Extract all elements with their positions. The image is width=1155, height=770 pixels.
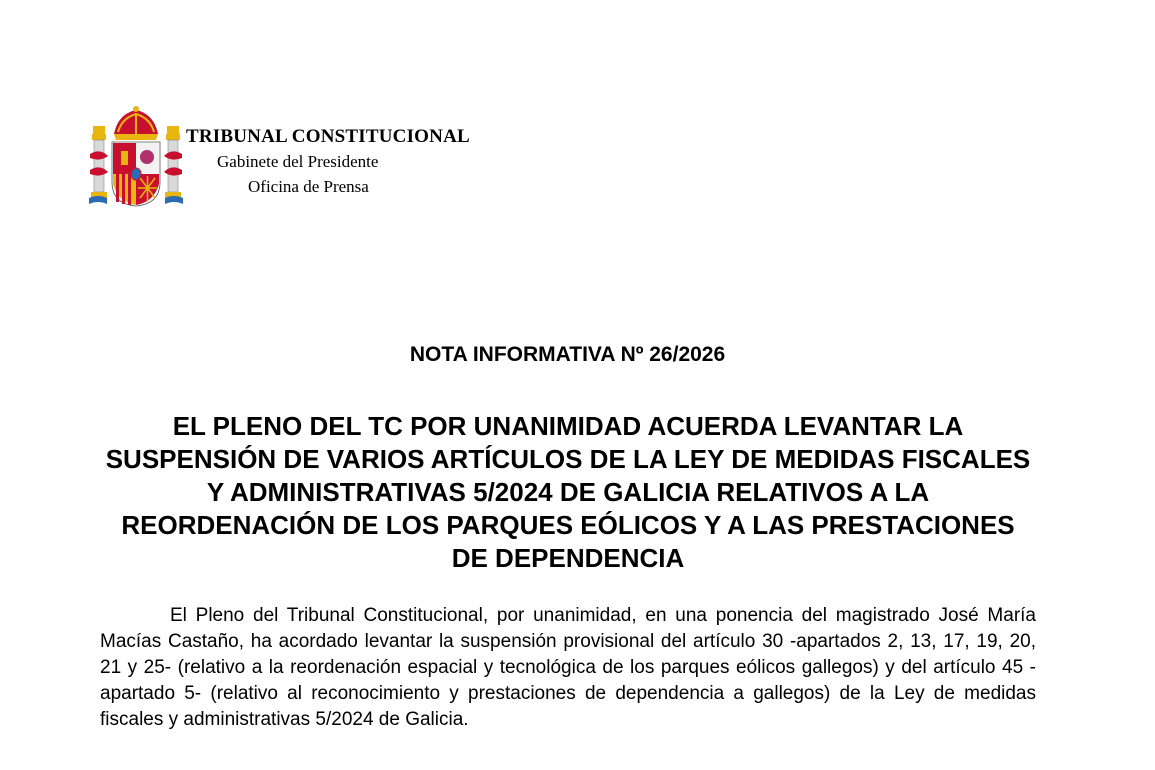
letterhead — [88, 104, 508, 208]
right-pillar — [164, 126, 183, 204]
left-pillar — [89, 126, 108, 204]
shield-icon — [112, 142, 160, 206]
cabinet-name: Gabinete del Presidente — [217, 152, 379, 171]
headline: EL PLENO DEL TC POR UNANIMIDAD ACUERDA LEVANTAR LA SUSPENSIÓN DE VARIOS ARTÍCULOS DE LA LEY DE MEDIDAS FISCALES Y ADMINISTRATIVAS 5/2024 DE GALICIA RELATIVOS A LA REORDENACIÓN DE LOS PARQUES EÓLICOS Y A LAS PRESTACIONES DE DEPENDENCIA — [105, 411, 1031, 573]
crown-icon — [114, 106, 158, 140]
body-paragraph: El Pleno del Tribunal Constitucional, por unanimidad, en una ponencia del magistrado José María Macías Castaño, ha acordado levantar la suspensión provisional del artículo 30 -apartados 2, 13, 17, 19, 20, 21 y 25- (relativo a la reordenación espacial y tecnológica de los parques eólicos gallegos) y del artículo 45 -apartado 5- (relativo al reconocimiento y prestaciones de dependencia a gallegos) de la Ley de medidas fiscales y administrativas 5/2024 de Galicia. — [100, 605, 1036, 730]
office-name: Oficina de Prensa — [248, 177, 369, 196]
institution-name: TRIBUNAL CONSTITUCIONAL — [186, 126, 470, 147]
spanish-coat-of-arms-icon — [88, 104, 184, 208]
note-number: NOTA INFORMATIVA Nº 26/2026 — [409, 343, 726, 366]
